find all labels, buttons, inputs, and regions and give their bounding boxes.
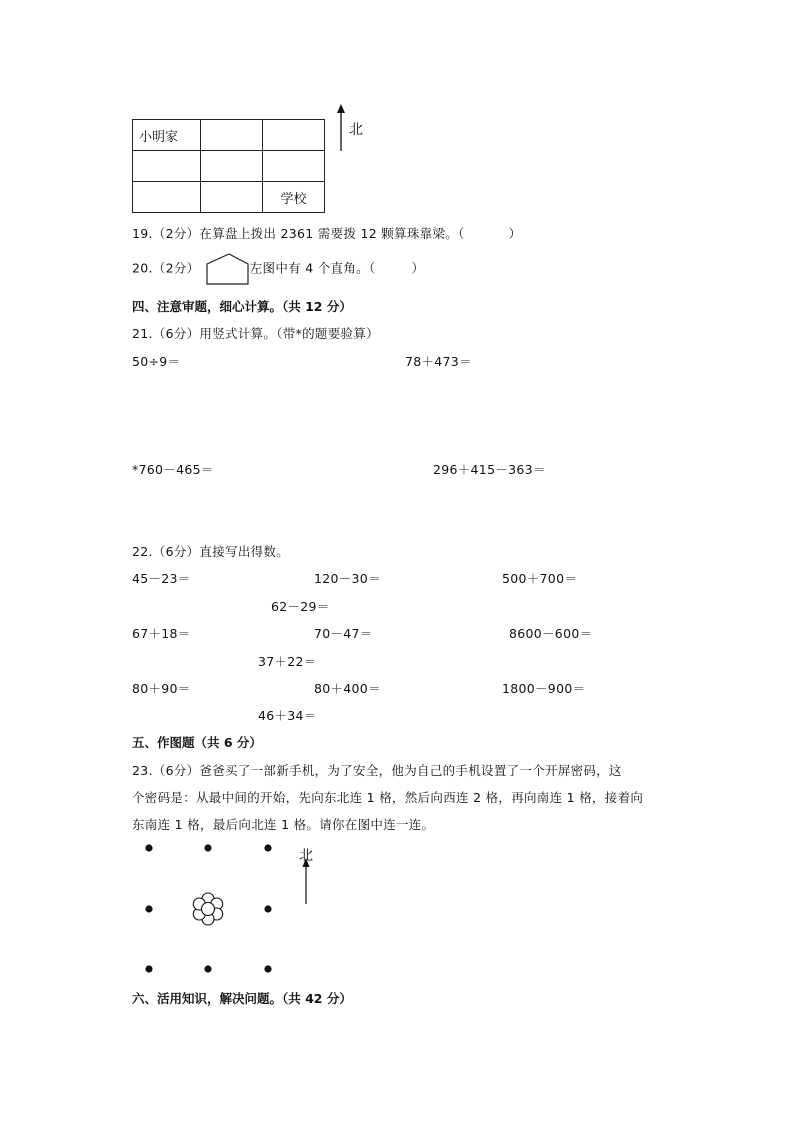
oral-calc-item: 45－23＝ bbox=[132, 571, 191, 586]
calc-item: *760－465＝ bbox=[132, 462, 214, 477]
pentagon-shape-icon bbox=[204, 252, 250, 286]
question-20-text: 左图中有 4 个直角。（ bbox=[249, 260, 376, 276]
question-19-text: 19.（2分）在算盘上拨出 2361 需要拨 12 颗算珠靠梁。（ bbox=[132, 226, 465, 241]
calc-item: 296＋415－363＝ bbox=[433, 462, 546, 477]
oral-calc-item: 80＋400＝ bbox=[314, 681, 381, 696]
grid-dot bbox=[204, 844, 211, 851]
grid-cell bbox=[201, 151, 263, 182]
north-label: 北 bbox=[349, 122, 363, 138]
question-23-line: 23.（6分）爸爸买了一部新手机，为了安全，他为自己的手机设置了一个开屏密码，这 bbox=[132, 763, 622, 778]
question-20-prefix: 20.（2分） bbox=[132, 260, 200, 276]
section-5-title: 五、作图题（共 6 分） bbox=[132, 735, 262, 750]
oral-calc-item: 500＋700＝ bbox=[502, 571, 578, 586]
oral-calc-item: 80＋90＝ bbox=[132, 681, 191, 696]
grid-dot bbox=[145, 905, 152, 912]
question-20 bbox=[132, 252, 424, 286]
grid-dot bbox=[264, 905, 271, 912]
oral-calc-item: 70－47＝ bbox=[314, 626, 373, 641]
question-21-title: 21.（6分）用竖式计算。（带*的题要验算） bbox=[132, 326, 379, 341]
grid-cell bbox=[133, 182, 201, 213]
grid-cell bbox=[201, 120, 263, 151]
grid-cell bbox=[133, 151, 201, 182]
oral-calc-item: 8600－600＝ bbox=[509, 626, 593, 641]
question-23-line: 个密码是：从最中间的开始，先向东北连 1 格，然后向西连 2 格，再向南连 1 格，接着向 bbox=[132, 790, 644, 805]
question-22-title: 22.（6分）直接写出得数。 bbox=[132, 544, 290, 559]
oral-calc-item: 120－30＝ bbox=[314, 571, 381, 586]
oral-calc-item: 62－29＝ bbox=[271, 599, 330, 614]
grid-cell bbox=[263, 151, 325, 182]
grid-dot bbox=[204, 965, 211, 972]
section-4-title: 四、注意审题，细心计算。（共 12 分） bbox=[132, 299, 352, 314]
calc-item: 50÷9＝ bbox=[132, 354, 181, 369]
grid-cell: 学校 bbox=[263, 182, 325, 213]
oral-calc-item: 46＋34＝ bbox=[258, 708, 317, 723]
question-23-line: 东南连 1 格，最后向北连 1 格。请你在图中连一连。 bbox=[132, 817, 435, 832]
oral-calc-item: 1800－900＝ bbox=[502, 681, 586, 696]
grid-cell bbox=[263, 120, 325, 151]
grid-cell: 小明家 bbox=[133, 120, 201, 151]
grid-dot bbox=[145, 844, 152, 851]
dot-grid[interactable] bbox=[140, 838, 320, 978]
location-grid bbox=[132, 119, 325, 213]
question-19 bbox=[132, 224, 521, 242]
grid-dot bbox=[145, 965, 152, 972]
question-19-close: ） bbox=[508, 226, 522, 241]
question-20-close: ） bbox=[411, 260, 425, 276]
north-arrow-icon bbox=[334, 104, 348, 152]
grid-cell bbox=[201, 182, 263, 213]
oral-calc-item: 67＋18＝ bbox=[132, 626, 191, 641]
oral-calc-item: 37＋22＝ bbox=[258, 654, 317, 669]
grid-dot bbox=[264, 844, 271, 851]
grid-dot bbox=[264, 965, 271, 972]
calc-item: 78＋473＝ bbox=[405, 354, 472, 369]
section-6-title: 六、活用知识，解决问题。（共 42 分） bbox=[132, 991, 352, 1006]
north-label: 北 bbox=[299, 848, 313, 864]
flower-icon bbox=[193, 893, 222, 925]
